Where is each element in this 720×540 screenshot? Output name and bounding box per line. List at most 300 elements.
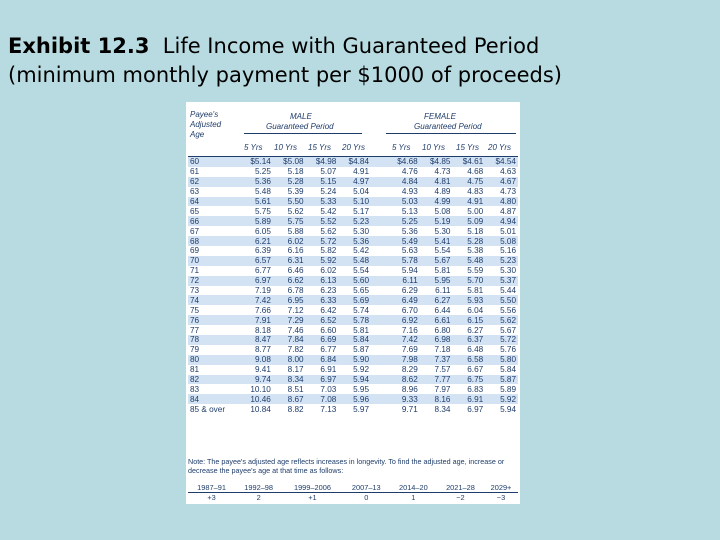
female-rate-cell: 6.58 — [452, 355, 485, 365]
male-rate-cell: 5.04 — [353, 187, 370, 197]
male-rate-cell: 8.34 — [273, 375, 306, 385]
female-rate-cell: 6.04 — [467, 305, 484, 315]
male-rate-cell: 5.42 — [353, 246, 370, 256]
female-rate-cell: 4.68 — [467, 167, 484, 177]
male-rate-cell: 5.60 — [338, 276, 371, 286]
male-rate-cell: 5.75 — [254, 206, 271, 216]
age-cell: 60 — [188, 157, 240, 167]
table-header — [186, 102, 520, 154]
age-cell: 67 — [190, 226, 200, 236]
age-header-line-3: Age — [190, 130, 205, 139]
male-rate-cell: 7.84 — [273, 335, 306, 345]
male-rate-cell: 6.02 — [273, 236, 306, 246]
female-rate-cell: 4.93 — [401, 187, 418, 197]
male-rate-cell: 5.88 — [287, 226, 304, 236]
female-rate-cell: 5.01 — [500, 226, 516, 236]
female-rate-cell: 5.28 — [452, 236, 485, 246]
male-rate-cell: $4.84 — [338, 157, 371, 167]
female-rate-cell: 5.00 — [467, 206, 484, 216]
female-rate-cell: 8.62 — [387, 375, 420, 385]
female-rate-cell: 8.96 — [401, 384, 418, 394]
female-rate-cell: 4.84 — [387, 177, 420, 187]
female-rate-cell: 5.87 — [485, 375, 518, 385]
column-gap — [371, 335, 387, 345]
longevity-note: Note: The payee's adjusted age reflects increases in longevity. To find the adjusted age, increase or decrease the payee's age at that time as follows: — [188, 457, 505, 475]
female-rate-cell: 5.81 — [467, 286, 484, 296]
column-gap — [371, 157, 387, 167]
female-rate-cell: 7.16 — [401, 325, 418, 335]
male-rate-cell: 6.05 — [254, 226, 271, 236]
male-rate-cell: 4.91 — [353, 167, 370, 177]
female-guaranteed-label: Guaranteed Period — [414, 122, 482, 131]
female-rate-cell: 5.56 — [500, 305, 516, 315]
female-rate-cell: 6.67 — [467, 365, 484, 375]
table-row — [188, 295, 518, 305]
age-cell: 80 — [188, 355, 240, 365]
slide-title — [8, 32, 562, 90]
column-gap — [371, 206, 387, 216]
table-row — [188, 355, 518, 365]
male-rate-cell: 5.90 — [338, 355, 371, 365]
male-rate-cell: 5.54 — [353, 266, 370, 276]
male-rate-cell: 5.78 — [338, 315, 371, 325]
female-rate-cell: 6.70 — [401, 305, 418, 315]
table-row — [188, 345, 518, 355]
adjustment-year-cell: 1987–91 — [188, 483, 235, 493]
male-rate-cell: 5.94 — [338, 375, 371, 385]
female-rate-cell: 6.29 — [401, 286, 418, 296]
male-rate-cell: 8.82 — [287, 404, 304, 414]
male-period-5: 5 Yrs — [244, 143, 263, 152]
male-rate-cell: 4.97 — [338, 177, 371, 187]
male-rate-cell: 5.62 — [287, 206, 304, 216]
male-rate-cell: 5.52 — [306, 216, 339, 226]
female-rate-cell: 5.03 — [387, 197, 420, 207]
female-rate-cell: $4.61 — [452, 157, 485, 167]
male-rate-cell: 6.62 — [273, 276, 306, 286]
female-period-20: 20 Yrs — [488, 143, 511, 152]
female-rate-cell: 4.94 — [485, 216, 518, 226]
male-rate-cell: 8.47 — [240, 335, 273, 345]
adjustment-value-cell: 2 — [256, 493, 261, 502]
male-rate-cell: $4.98 — [306, 157, 339, 167]
male-rate-cell: 5.75 — [273, 216, 306, 226]
table-row — [188, 256, 518, 266]
male-rate-cell: 6.84 — [306, 355, 339, 365]
male-rate-cell: 6.39 — [254, 246, 271, 256]
table-row — [188, 276, 518, 286]
male-rate-cell: 5.39 — [287, 187, 304, 197]
age-cell: 73 — [190, 286, 200, 296]
female-rate-cell: 7.98 — [387, 355, 420, 365]
female-rate-cell: 5.81 — [434, 266, 451, 276]
female-rate-cell: 4.67 — [485, 177, 518, 187]
female-rate-cell: 4.80 — [485, 197, 518, 207]
male-rate-cell: 5.25 — [254, 167, 271, 177]
female-rate-cell: 4.83 — [467, 187, 484, 197]
female-rate-cell: 5.50 — [485, 295, 518, 305]
age-cell: 70 — [188, 256, 240, 266]
female-rate-cell: 7.37 — [420, 355, 453, 365]
table-row — [188, 335, 518, 345]
age-cell: 69 — [190, 246, 200, 256]
rate-table-image — [186, 102, 520, 504]
column-gap — [371, 246, 387, 256]
male-rate-cell: 7.82 — [287, 345, 304, 355]
age-cell: 79 — [190, 345, 200, 355]
male-rate-cell: 5.30 — [353, 226, 370, 236]
adjustment-year-cell: 2021–28 — [437, 483, 484, 493]
female-rate-cell: 5.41 — [420, 236, 453, 246]
female-rate-cell: 5.72 — [485, 335, 518, 345]
column-gap — [371, 256, 387, 266]
male-rate-cell: 7.29 — [273, 315, 306, 325]
age-cell: 61 — [190, 167, 200, 177]
adjustment-year-cell: 1992–98 — [235, 483, 282, 493]
female-rate-cell: 5.94 — [401, 266, 418, 276]
column-gap — [371, 167, 387, 177]
column-gap — [371, 384, 387, 394]
female-rate-cell: 6.80 — [434, 325, 451, 335]
female-rate-cell: 5.30 — [434, 226, 451, 236]
female-rate-cell: 5.63 — [401, 246, 418, 256]
age-header-line-1: Payee's — [190, 110, 219, 119]
male-rate-cell: 6.60 — [320, 325, 337, 335]
female-rate-cell: 5.93 — [452, 295, 485, 305]
female-period-15: 15 Yrs — [456, 143, 479, 152]
male-period-20: 20 Yrs — [342, 143, 365, 152]
male-rate-cell: 7.12 — [287, 305, 304, 315]
female-rate-cell: 6.27 — [420, 295, 453, 305]
female-rate-cell: 5.80 — [485, 355, 518, 365]
female-rate-cell: 5.67 — [500, 325, 516, 335]
male-rate-cell: 5.24 — [320, 187, 337, 197]
male-rate-cell: 6.97 — [240, 276, 273, 286]
female-rate-cell: 5.48 — [452, 256, 485, 266]
female-rate-cell: 6.98 — [420, 335, 453, 345]
male-rate-cell: 5.81 — [353, 325, 370, 335]
male-rate-cell: 5.82 — [320, 246, 337, 256]
age-cell: 81 — [190, 365, 200, 375]
age-cell: 72 — [188, 276, 240, 286]
male-rate-cell: 7.03 — [320, 384, 337, 394]
male-rate-cell: 5.74 — [353, 305, 370, 315]
female-rate-cell: 5.08 — [485, 236, 518, 246]
male-rate-cell: 8.67 — [273, 394, 306, 404]
age-cell: 78 — [188, 335, 240, 345]
age-cell: 68 — [188, 236, 240, 246]
male-rate-cell: 7.13 — [320, 404, 337, 414]
age-cell: 85 & over — [190, 404, 226, 414]
male-period-10: 10 Yrs — [274, 143, 297, 152]
male-rate-cell: 6.69 — [306, 335, 339, 345]
female-rate-cell: 7.42 — [387, 335, 420, 345]
column-gap — [371, 305, 387, 315]
table-row — [188, 226, 518, 236]
table-row — [188, 167, 518, 177]
male-rate-cell: 7.42 — [240, 295, 273, 305]
male-rate-cell: 5.97 — [353, 404, 370, 414]
male-rate-cell: 9.74 — [240, 375, 273, 385]
adjustment-year-cell: 2029+ — [484, 483, 518, 493]
age-cell: 66 — [188, 216, 240, 226]
male-rate-cell: 5.89 — [240, 216, 273, 226]
female-rate-cell: 5.19 — [420, 216, 453, 226]
male-rate-cell: 9.08 — [240, 355, 273, 365]
male-rate-cell: 5.65 — [353, 286, 370, 296]
table-row — [188, 325, 518, 335]
male-rate-cell: 5.48 — [254, 187, 271, 197]
male-rate-cell: 8.77 — [254, 345, 271, 355]
age-cell: 62 — [188, 177, 240, 187]
male-rate-cell: 7.66 — [254, 305, 271, 315]
male-header: MALE — [290, 112, 312, 121]
adjustment-years-row — [188, 483, 518, 493]
female-rate-cell: 5.25 — [387, 216, 420, 226]
male-rate-cell: 5.96 — [338, 394, 371, 404]
age-cell: 82 — [188, 375, 240, 385]
female-rate-cell: 6.61 — [420, 315, 453, 325]
male-rate-cell: 5.33 — [306, 197, 339, 207]
column-gap — [371, 286, 387, 296]
female-rate-cell: 5.49 — [387, 236, 420, 246]
male-rate-cell: 6.78 — [287, 286, 304, 296]
female-rate-cell: 4.76 — [401, 167, 418, 177]
female-rate-cell: $4.68 — [387, 157, 420, 167]
female-rate-cell: 8.16 — [420, 394, 453, 404]
adjustment-value-cell: 0 — [364, 493, 369, 502]
age-cell: 76 — [188, 315, 240, 325]
male-rate-cell: 6.13 — [306, 276, 339, 286]
adjustment-value-cell: +3 — [207, 493, 216, 502]
payment-rate-table — [188, 156, 518, 414]
male-rate-cell: $5.08 — [273, 157, 306, 167]
male-period-15: 15 Yrs — [308, 143, 331, 152]
male-rate-cell: 5.28 — [273, 177, 306, 187]
female-rate-cell: 5.13 — [401, 206, 418, 216]
age-cell: 74 — [188, 295, 240, 305]
male-rate-cell: 6.16 — [287, 246, 304, 256]
female-rate-cell: $4.85 — [420, 157, 453, 167]
male-rate-cell: 5.72 — [306, 236, 339, 246]
table-row — [188, 315, 518, 325]
age-cell: 75 — [190, 305, 200, 315]
female-rate-cell: 5.38 — [467, 246, 484, 256]
exhibit-number: Exhibit 12.3 — [8, 34, 150, 58]
male-rate-cell: 5.36 — [338, 236, 371, 246]
male-rate-cell: 5.23 — [338, 216, 371, 226]
male-rate-cell: 5.95 — [353, 384, 370, 394]
age-cell: 71 — [190, 266, 200, 276]
age-adjustment-table — [188, 483, 518, 502]
table-row — [188, 236, 518, 246]
male-rate-cell: 6.21 — [240, 236, 273, 246]
adjustment-year-cell: 2007–13 — [343, 483, 390, 493]
rate-table-body — [188, 157, 518, 415]
table-row — [188, 286, 518, 296]
male-rate-cell: 8.00 — [273, 355, 306, 365]
female-rate-cell: 5.23 — [485, 256, 518, 266]
female-rate-cell: 5.95 — [420, 276, 453, 286]
male-rate-cell: 6.46 — [287, 266, 304, 276]
title-line-1 — [8, 32, 562, 61]
male-rate-cell: 6.77 — [254, 266, 271, 276]
age-cell: 63 — [190, 187, 200, 197]
title-line-2: (minimum monthly payment per $1000 of proceeds) — [8, 63, 562, 87]
column-gap — [371, 404, 387, 414]
female-header: FEMALE — [424, 112, 457, 121]
adjustment-value-cell: +1 — [308, 493, 317, 502]
age-header-line-2: Adjusted — [190, 120, 222, 129]
male-rate-cell: 6.97 — [306, 375, 339, 385]
table-row — [188, 404, 518, 414]
male-rate-cell: 5.62 — [320, 226, 337, 236]
column-gap — [371, 325, 387, 335]
male-rate-cell: 6.02 — [320, 266, 337, 276]
male-rate-cell: 10.84 — [250, 404, 271, 414]
age-cell: 83 — [190, 384, 200, 394]
column-gap — [371, 187, 387, 197]
male-rate-cell: 5.50 — [273, 197, 306, 207]
column-gap — [371, 276, 387, 286]
table-row — [188, 305, 518, 315]
column-gap — [371, 295, 387, 305]
male-rate-cell: 9.41 — [254, 365, 271, 375]
column-gap — [371, 226, 387, 236]
female-rate-cell: 6.11 — [435, 286, 451, 296]
male-rate-cell: 6.91 — [320, 365, 337, 375]
column-gap — [371, 315, 387, 325]
table-row — [188, 365, 518, 375]
female-rate-cell: 5.09 — [452, 216, 485, 226]
male-rate-cell: 5.61 — [240, 197, 273, 207]
column-gap — [371, 216, 387, 226]
adjustment-year-cell: 1999–2006 — [282, 483, 343, 493]
female-rate-cell: 5.62 — [485, 315, 518, 325]
female-rate-cell: 6.37 — [452, 335, 485, 345]
age-cell: 64 — [188, 197, 240, 207]
female-rate-cell: 5.59 — [467, 266, 484, 276]
male-rate-cell: 5.07 — [320, 167, 337, 177]
female-rate-cell: 4.91 — [452, 197, 485, 207]
table-row — [188, 266, 518, 276]
female-rate-cell: 6.83 — [467, 384, 484, 394]
column-gap — [371, 345, 387, 355]
male-rate-cell: 5.10 — [338, 197, 371, 207]
female-rate-cell: 4.75 — [452, 177, 485, 187]
female-rate-cell: 8.34 — [434, 404, 451, 414]
male-rate-cell: 6.57 — [240, 256, 273, 266]
female-rate-cell: 4.99 — [420, 197, 453, 207]
adjustment-value-cell: −2 — [456, 493, 465, 502]
female-rate-cell: 6.27 — [467, 325, 484, 335]
table-row — [188, 384, 518, 394]
age-cell: 77 — [190, 325, 200, 335]
female-rate-cell: 5.78 — [387, 256, 420, 266]
female-rate-cell: 6.11 — [387, 276, 420, 286]
male-rate-cell: 6.52 — [306, 315, 339, 325]
table-row — [188, 216, 518, 226]
age-cell: 84 — [188, 394, 240, 404]
female-rate-cell: 5.70 — [452, 276, 485, 286]
female-rate-cell: 6.48 — [467, 345, 484, 355]
female-rate-cell: 4.81 — [420, 177, 453, 187]
female-rate-cell: 5.44 — [500, 286, 516, 296]
male-rate-cell: 5.92 — [306, 256, 339, 266]
adjustment-value-cell: 1 — [411, 493, 416, 502]
table-row — [188, 375, 518, 385]
male-rate-cell: 5.18 — [287, 167, 304, 177]
column-gap — [371, 365, 387, 375]
male-rate-cell: 5.42 — [320, 206, 337, 216]
male-rate-cell: 5.69 — [338, 295, 371, 305]
female-rate-cell: 5.16 — [500, 246, 516, 256]
male-rate-cell: 5.87 — [353, 345, 370, 355]
female-rate-cell: 4.63 — [500, 167, 516, 177]
male-rate-cell: 6.42 — [320, 305, 337, 315]
female-rate-cell: 8.29 — [401, 365, 418, 375]
male-header-rule — [244, 133, 362, 134]
female-rate-cell: 7.69 — [401, 345, 418, 355]
female-rate-cell: 6.97 — [467, 404, 484, 414]
female-rate-cell: 7.18 — [434, 345, 451, 355]
column-gap — [371, 355, 387, 365]
age-cell: 65 — [190, 206, 200, 216]
table-row — [188, 246, 518, 256]
female-rate-cell: $4.54 — [485, 157, 518, 167]
female-rate-cell: 5.37 — [485, 276, 518, 286]
male-guaranteed-label: Guaranteed Period — [266, 122, 334, 131]
column-gap — [371, 177, 387, 187]
female-rate-cell: 5.30 — [500, 266, 516, 276]
column-gap — [371, 236, 387, 246]
female-rate-cell: 5.94 — [500, 404, 516, 414]
table-row — [188, 187, 518, 197]
male-rate-cell: 10.46 — [240, 394, 273, 404]
female-rate-cell: 5.67 — [420, 256, 453, 266]
adjustment-values-row — [188, 493, 518, 503]
female-rate-cell: 5.89 — [500, 384, 516, 394]
female-rate-cell: 6.92 — [387, 315, 420, 325]
male-rate-cell: 6.95 — [273, 295, 306, 305]
female-rate-cell: 7.57 — [434, 365, 451, 375]
male-rate-cell: 5.92 — [353, 365, 370, 375]
table-row — [188, 177, 518, 187]
female-rate-cell: 6.75 — [452, 375, 485, 385]
male-rate-cell: 5.48 — [338, 256, 371, 266]
female-rate-cell: 6.44 — [434, 305, 451, 315]
female-rate-cell: 4.89 — [434, 187, 451, 197]
female-rate-cell: 4.73 — [434, 167, 451, 177]
female-rate-cell: 6.49 — [387, 295, 420, 305]
exhibit-caption: Life Income with Guaranteed Period — [149, 34, 540, 58]
male-rate-cell: 5.84 — [338, 335, 371, 345]
table-row — [188, 157, 518, 167]
female-period-5: 5 Yrs — [392, 143, 411, 152]
female-rate-cell: 7.77 — [420, 375, 453, 385]
table-row — [188, 206, 518, 216]
adjustment-year-cell: 2014–20 — [390, 483, 437, 493]
male-rate-cell: $5.14 — [240, 157, 273, 167]
male-rate-cell: 5.17 — [353, 206, 370, 216]
adjustment-value-cell: −3 — [496, 493, 506, 502]
male-rate-cell: 7.91 — [240, 315, 273, 325]
male-rate-cell: 7.46 — [287, 325, 304, 335]
female-header-rule — [386, 133, 516, 134]
male-rate-cell: 5.36 — [240, 177, 273, 187]
male-rate-cell: 8.51 — [287, 384, 304, 394]
female-rate-cell: 7.97 — [434, 384, 451, 394]
